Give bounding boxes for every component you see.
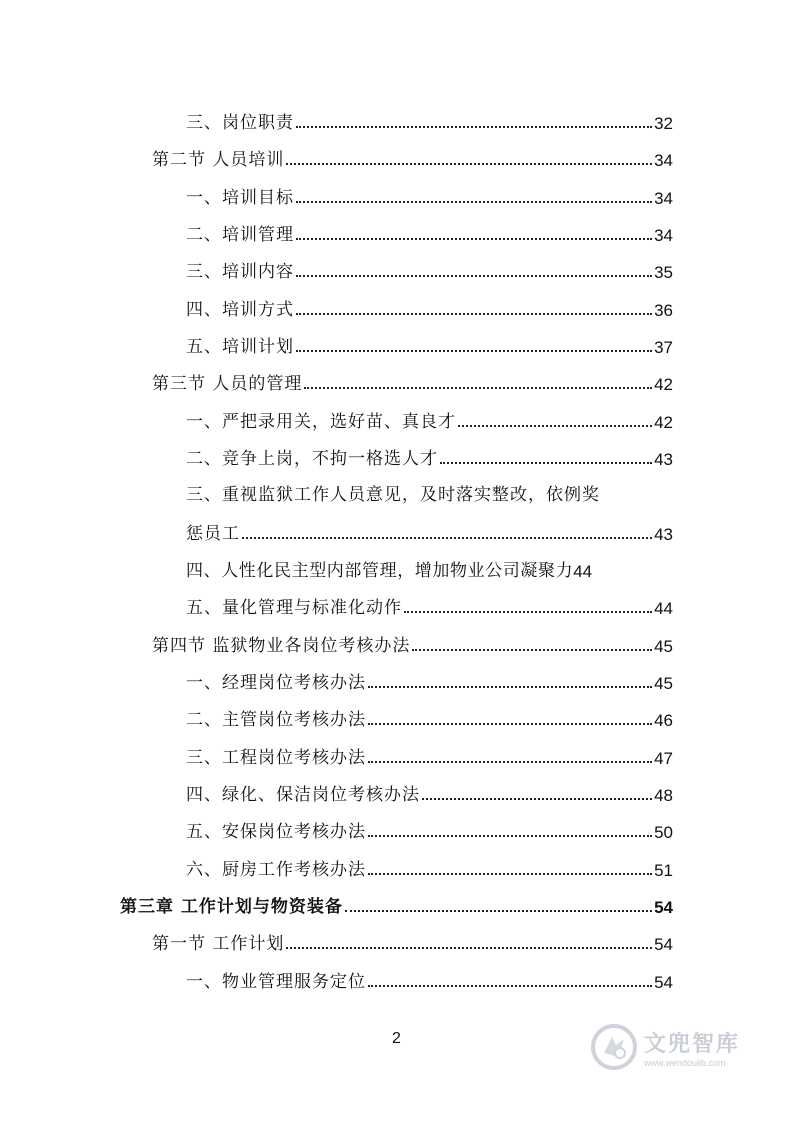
toc-entry[interactable] xyxy=(152,141,673,169)
toc-entry-title: 第四节 监狱物业各岗位考核办法 xyxy=(152,636,411,656)
toc-dot-leader xyxy=(404,611,652,613)
toc-entry-page: 43 xyxy=(654,525,673,544)
toc-entry-title: 四、绿化、保洁岗位考核办法 xyxy=(186,785,420,805)
toc-entry-page: 46 xyxy=(654,711,673,730)
toc-dot-leader xyxy=(368,835,652,837)
toc-dot-leader xyxy=(286,947,652,949)
toc-entry[interactable] xyxy=(186,813,673,841)
toc-entry[interactable] xyxy=(186,104,673,132)
toc-entry-title: 六、厨房工作考核办法 xyxy=(186,860,366,880)
toc-entry[interactable] xyxy=(186,589,673,617)
toc-entry-page: 44 xyxy=(573,562,593,581)
toc-entry-page: 42 xyxy=(654,375,673,394)
toc-entry[interactable] xyxy=(186,552,673,580)
toc-entry-page: 35 xyxy=(654,263,673,282)
toc-entry-title: 三、工程岗位考核办法 xyxy=(186,748,366,768)
toc-entry-page: 54 xyxy=(654,973,673,992)
toc-entry-title: 三、岗位职责 xyxy=(186,113,294,133)
toc-dot-leader xyxy=(440,462,652,464)
page-number: 2 xyxy=(392,1030,401,1047)
toc-entry-page: 45 xyxy=(654,637,673,656)
toc-entry-title: 二、主管岗位考核办法 xyxy=(186,710,366,730)
toc-entry-page: 36 xyxy=(654,301,673,320)
toc-entry[interactable] xyxy=(186,515,673,543)
toc-dot-leader xyxy=(304,387,652,389)
toc-entry-title: 五、培训计划 xyxy=(186,337,294,357)
toc-entry-page: 45 xyxy=(654,674,673,693)
toc-entry-title: 四、培训方式 xyxy=(186,300,294,320)
toc-entry[interactable] xyxy=(152,925,673,953)
toc-entry-page: 34 xyxy=(654,189,673,208)
toc-entry[interactable] xyxy=(152,365,673,393)
toc-entry-title: 五、量化管理与标准化动作 xyxy=(186,598,402,618)
toc-entry-title: 二、培训管理 xyxy=(186,225,294,245)
toc-entry-title: 一、严把录用关，选好苗、真良才 xyxy=(186,412,456,432)
toc-entry-page: 54 xyxy=(654,935,673,954)
toc-dot-leader xyxy=(296,126,652,128)
toc-dot-leader xyxy=(296,201,652,203)
toc-entry[interactable] xyxy=(186,851,673,879)
toc-entry[interactable] xyxy=(186,403,673,431)
toc-entry-page: 48 xyxy=(654,786,673,805)
toc-entry-title: 第三节 人员的管理 xyxy=(152,374,303,394)
toc-entry-title: 一、培训目标 xyxy=(186,188,294,208)
toc-entry-page: 37 xyxy=(654,338,673,357)
toc-chapter-entry[interactable] xyxy=(120,888,673,916)
toc-entry[interactable] xyxy=(186,440,673,468)
toc-dot-leader xyxy=(286,163,652,165)
toc-entry[interactable] xyxy=(186,179,673,207)
toc-entry-page: 54 xyxy=(654,898,673,917)
watermark-name: 文兜智库 xyxy=(644,1031,741,1057)
toc-entry-title-line1[interactable]: 三、重视监狱工作人员意见，及时落实整改，依例奖 xyxy=(186,485,600,505)
toc-entry[interactable] xyxy=(186,701,673,729)
toc-entry-page: 51 xyxy=(654,861,673,880)
toc-dot-leader xyxy=(368,686,652,688)
toc-dot-leader xyxy=(296,275,652,277)
toc-entry[interactable] xyxy=(186,328,673,356)
watermark xyxy=(590,1020,760,1074)
toc-entry-title: 三、培训内容 xyxy=(186,262,294,282)
toc-entry-title: 第三章 工作计划与物资装备 xyxy=(120,897,343,917)
toc-dot-leader xyxy=(368,723,652,725)
toc-entry[interactable] xyxy=(186,253,673,281)
toc-entry-title: 第一节 工作计划 xyxy=(152,934,285,954)
toc-entry[interactable] xyxy=(186,739,673,767)
toc-entry[interactable] xyxy=(186,291,673,319)
toc-entry-page: 47 xyxy=(654,749,673,768)
toc-entry-page: 34 xyxy=(654,226,673,245)
watermark-url: www.wendoulib.com xyxy=(644,1057,726,1068)
toc-dot-leader xyxy=(368,761,652,763)
toc-dot-leader xyxy=(242,537,652,539)
toc-entry[interactable] xyxy=(186,664,673,692)
toc-dot-leader xyxy=(412,649,652,651)
toc-entry-page: 34 xyxy=(654,151,673,170)
toc-entry-title: 四、人性化民主型内部管理，增加物业公司凝聚力 xyxy=(186,561,574,581)
toc-entry-page: 32 xyxy=(654,114,673,133)
toc-entry-title: 五、安保岗位考核办法 xyxy=(186,822,366,842)
toc-dot-leader xyxy=(368,985,652,987)
toc-dot-leader xyxy=(296,350,652,352)
watermark-logo-icon xyxy=(590,1023,638,1071)
toc-entry-page: 44 xyxy=(654,599,673,618)
toc-entry-page: 50 xyxy=(654,823,673,842)
toc-entry[interactable] xyxy=(186,776,673,804)
toc-entry-title: 第二节 人员培训 xyxy=(152,150,285,170)
toc-dot-leader xyxy=(368,873,652,875)
toc-entry-title: 一、经理岗位考核办法 xyxy=(186,673,366,693)
toc-entry-title-continuation: 惩员工 xyxy=(186,524,240,544)
toc-dot-leader xyxy=(345,910,652,912)
toc-dot-leader xyxy=(296,238,652,240)
toc-entry-title: 二、竞争上岗，不拘一格选人才 xyxy=(186,449,438,469)
toc-dot-leader xyxy=(296,313,652,315)
toc-entry[interactable] xyxy=(186,963,673,991)
toc-entry-title: 一、物业管理服务定位 xyxy=(186,972,366,992)
toc-entry[interactable] xyxy=(152,627,673,655)
toc-dot-leader xyxy=(458,425,652,427)
toc-dot-leader xyxy=(422,798,652,800)
toc-entry[interactable] xyxy=(186,216,673,244)
toc-entry-page: 42 xyxy=(654,413,673,432)
toc-entry-page: 43 xyxy=(654,450,673,469)
